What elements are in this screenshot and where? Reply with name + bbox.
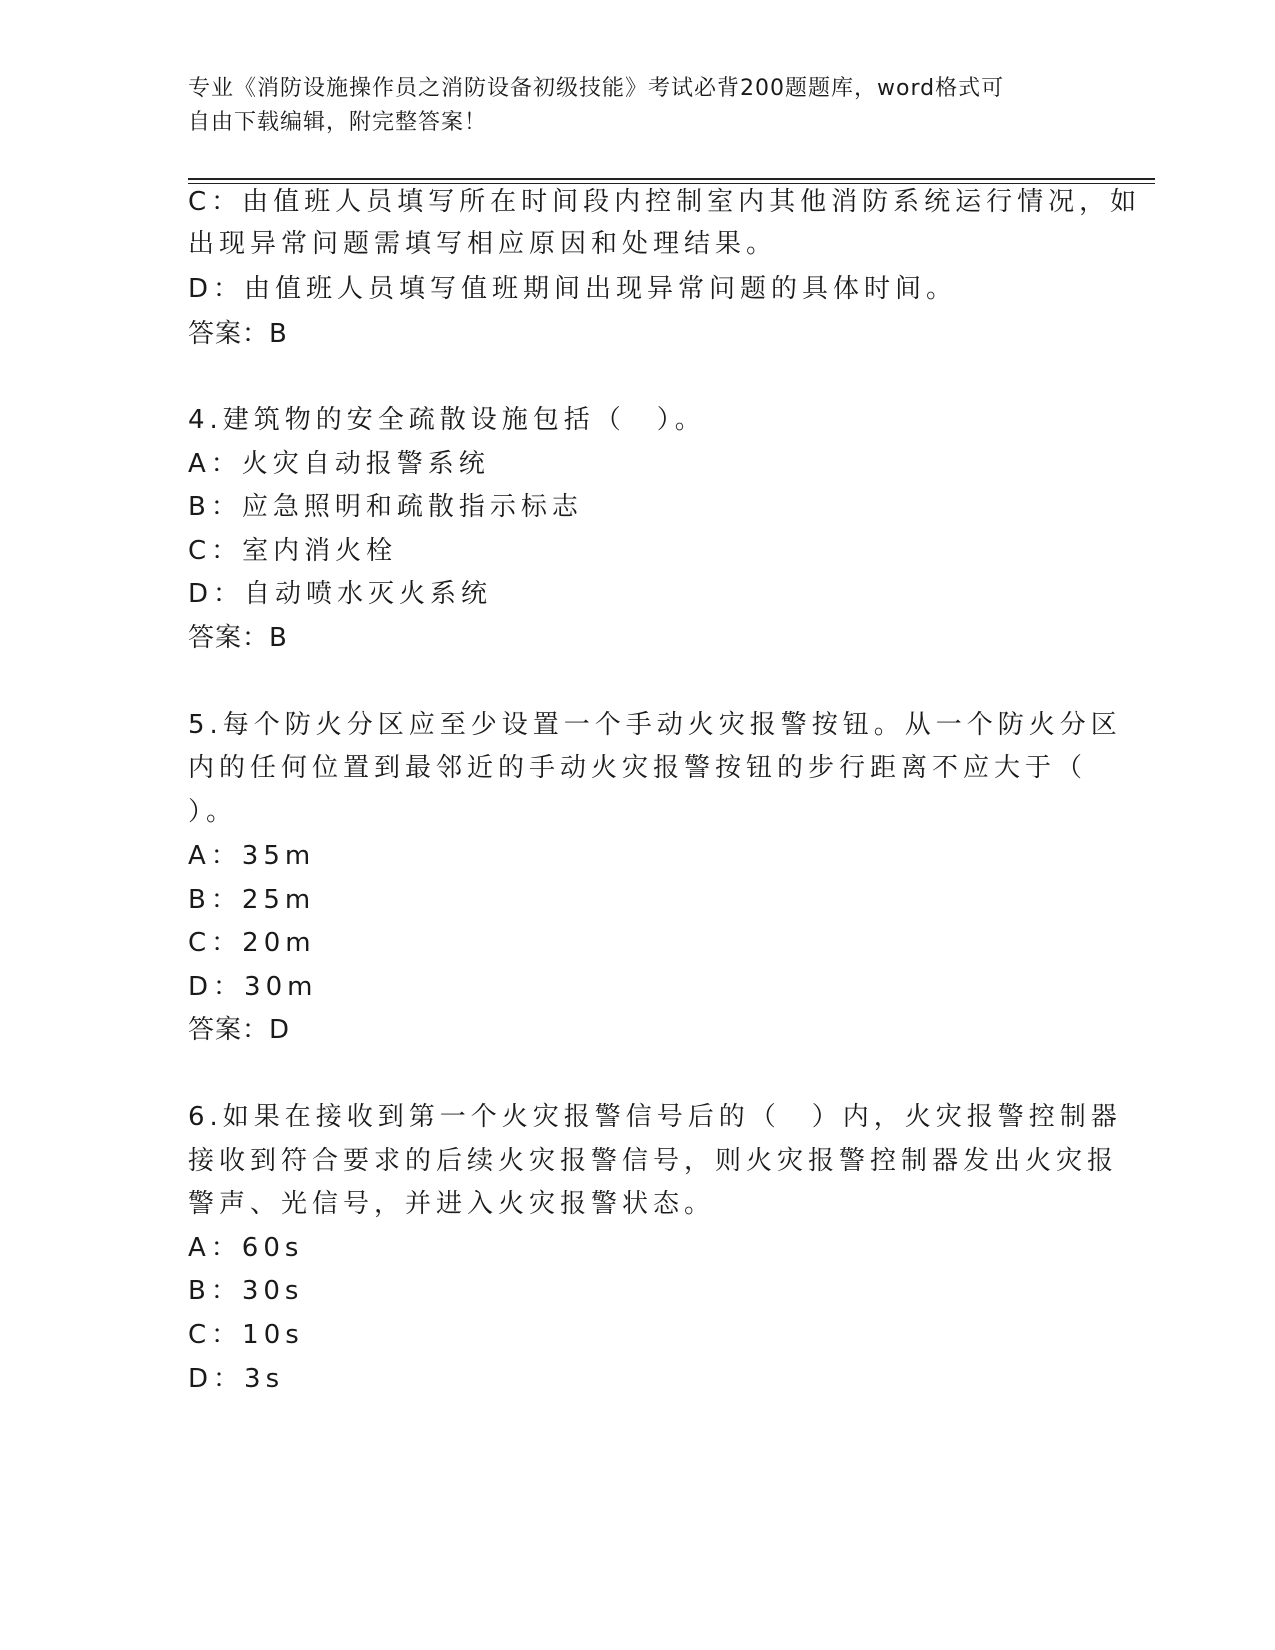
q5-question-line2: 内的任何位置到最邻近的手动火灾报警按钮的步行距离不应大于（ (188, 753, 1088, 783)
q5-option-a: A：35m (188, 841, 316, 871)
q5-option-b: B：25m (188, 885, 316, 915)
header-divider-thick (188, 178, 1155, 180)
q4-answer: 答案：B (188, 623, 288, 653)
q5-option-c: C：20m (188, 928, 316, 958)
q4-option-b: B：应急照明和疏散指示标志 (188, 492, 583, 522)
header-line-2: 自由下载编辑，附完整答案！ (188, 110, 488, 135)
q5-answer: 答案：D (188, 1015, 291, 1045)
q6-question-line3: 警声、光信号，并进入火灾报警状态。 (188, 1189, 716, 1219)
q4-option-a: A：火灾自动报警系统 (188, 449, 490, 479)
q6-option-b: B：30s (188, 1276, 304, 1306)
q6-option-a: A：60s (188, 1233, 304, 1263)
q3-option-c-line2: 出现异常问题需填写相应原因和处理结果。 (188, 229, 778, 259)
q6-option-c: C：10s (188, 1320, 304, 1350)
q4-option-c: C：室内消火栓 (188, 536, 398, 566)
q6-option-d: D：3s (188, 1364, 285, 1394)
q5-question-line1: 5.每个防火分区应至少设置一个手动火灾报警按钮。从一个防火分区 (188, 710, 1122, 740)
q5-option-d: D：30m (188, 972, 318, 1002)
q5-question-line3: ）。 (188, 797, 238, 827)
q4-question: 4.建筑物的安全疏散设施包括（ ）。 (188, 405, 706, 435)
q6-question-line2: 接收到符合要求的后续火灾报警信号，则火灾报警控制器发出火灾报 (188, 1146, 1119, 1176)
header-line-1: 专业《消防设施操作员之消防设备初级技能》考试必背200题题库，word格式可 (188, 76, 1005, 101)
page-header (188, 72, 1068, 140)
q3-answer: 答案：B (188, 319, 288, 349)
q3-option-d: D：由值班人员填写值班期间出现异常问题的具体时间。 (188, 274, 958, 304)
q4-option-d: D：自动喷水灭火系统 (188, 579, 493, 609)
q6-question-line1: 6.如果在接收到第一个火灾报警信号后的（ ）内，火灾报警控制器 (188, 1102, 1122, 1132)
q3-option-c-line1: C：由值班人员填写所在时间段内控制室内其他消防系统运行情况，如 (188, 187, 1142, 217)
